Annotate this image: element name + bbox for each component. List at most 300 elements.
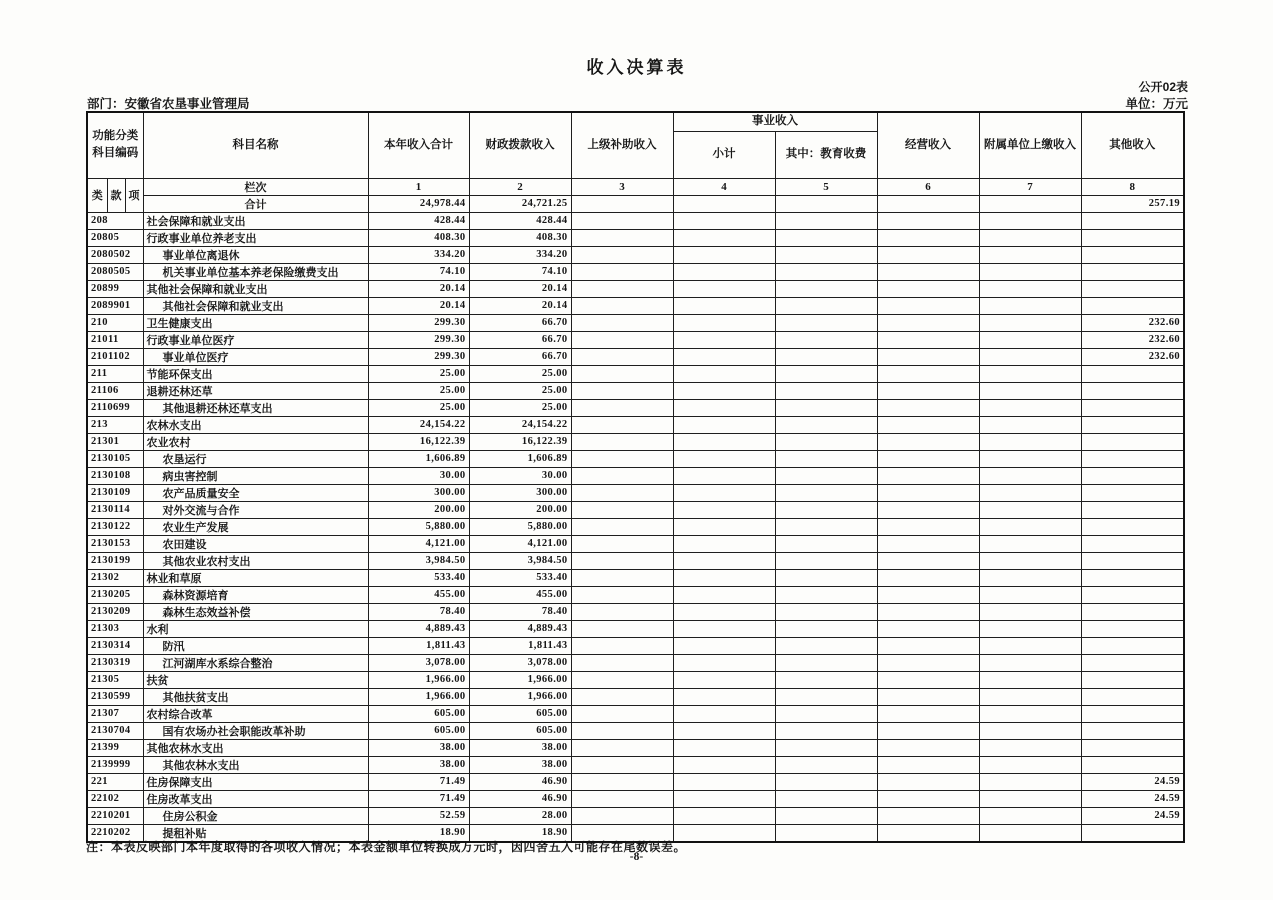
row-value-col7 — [979, 722, 1081, 739]
row-value-col7 — [979, 450, 1081, 467]
row-value-col8 — [1081, 552, 1184, 569]
row-value-col6 — [877, 416, 979, 433]
header-function-code: 功能分类科目编码 — [87, 112, 143, 178]
row-subject-name: 江河湖库水系综合整治 — [143, 654, 368, 671]
row-value-col4 — [673, 688, 775, 705]
row-value-col7 — [979, 399, 1081, 416]
row-value-col6 — [877, 331, 979, 348]
row-subject-name: 农田建设 — [143, 535, 368, 552]
row-value-col3 — [571, 637, 673, 654]
header-affiliated-unit-income: 附属单位上缴收入 — [979, 112, 1081, 178]
table-row — [87, 348, 1184, 365]
row-value-col6 — [877, 280, 979, 297]
row-subject-name: 水利 — [143, 620, 368, 637]
row-value-col3 — [571, 756, 673, 773]
row-value-col8 — [1081, 518, 1184, 535]
row-subject-name: 防汛 — [143, 637, 368, 654]
row-value-col6 — [877, 824, 979, 842]
row-value-col4 — [673, 824, 775, 842]
table-row — [87, 756, 1184, 773]
table-row — [87, 518, 1184, 535]
row-value-col3 — [571, 688, 673, 705]
table-row — [87, 807, 1184, 824]
total-value-col3 — [571, 195, 673, 212]
row-value-col5 — [775, 450, 877, 467]
row-subject-name: 农业农村 — [143, 433, 368, 450]
row-value-col6 — [877, 603, 979, 620]
row-value-col5 — [775, 399, 877, 416]
header-total-income: 本年收入合计 — [368, 112, 469, 178]
row-code: 21399 — [87, 739, 143, 756]
table-row — [87, 246, 1184, 263]
row-value-col3 — [571, 501, 673, 518]
row-value-col7 — [979, 535, 1081, 552]
row-value-col2: 300.00 — [469, 484, 571, 501]
row-value-col7 — [979, 739, 1081, 756]
row-value-col5 — [775, 501, 877, 518]
row-subject-name: 节能环保支出 — [143, 365, 368, 382]
row-subject-name: 其他农林水支出 — [143, 756, 368, 773]
row-value-col7 — [979, 603, 1081, 620]
row-value-col5 — [775, 722, 877, 739]
row-value-col1: 300.00 — [368, 484, 469, 501]
row-value-col1: 3,984.50 — [368, 552, 469, 569]
row-value-col8 — [1081, 229, 1184, 246]
row-code: 21011 — [87, 331, 143, 348]
row-value-col1: 408.30 — [368, 229, 469, 246]
row-value-col3 — [571, 671, 673, 688]
row-value-col5 — [775, 229, 877, 246]
row-value-col8 — [1081, 280, 1184, 297]
row-value-col2: 78.40 — [469, 603, 571, 620]
row-value-col4 — [673, 671, 775, 688]
row-value-col1: 24,154.22 — [368, 416, 469, 433]
row-value-col1: 20.14 — [368, 280, 469, 297]
row-value-col5 — [775, 620, 877, 637]
row-value-col7 — [979, 484, 1081, 501]
row-value-col4 — [673, 314, 775, 331]
row-value-col6 — [877, 654, 979, 671]
row-value-col3 — [571, 654, 673, 671]
row-value-col2: 74.10 — [469, 263, 571, 280]
row-value-col4 — [673, 586, 775, 603]
row-code: 2080502 — [87, 246, 143, 263]
table-row — [87, 603, 1184, 620]
row-value-col6 — [877, 450, 979, 467]
row-value-col1: 1,606.89 — [368, 450, 469, 467]
total-label: 合计 — [143, 195, 368, 212]
column-index-5: 5 — [775, 178, 877, 195]
table-row — [87, 722, 1184, 739]
row-value-col4 — [673, 552, 775, 569]
row-value-col6 — [877, 569, 979, 586]
row-value-col2: 24,154.22 — [469, 416, 571, 433]
row-value-col5 — [775, 552, 877, 569]
row-value-col4 — [673, 722, 775, 739]
row-value-col2: 200.00 — [469, 501, 571, 518]
row-value-col7 — [979, 416, 1081, 433]
row-value-col3 — [571, 467, 673, 484]
table-row — [87, 739, 1184, 756]
row-value-col1: 605.00 — [368, 722, 469, 739]
row-value-col8 — [1081, 688, 1184, 705]
row-code: 22102 — [87, 790, 143, 807]
row-value-col5 — [775, 467, 877, 484]
header-education-fees: 其中：教育收费 — [775, 131, 877, 178]
table-row — [87, 705, 1184, 722]
row-value-col7 — [979, 790, 1081, 807]
row-value-col2: 1,966.00 — [469, 671, 571, 688]
table-row — [87, 790, 1184, 807]
row-value-col1: 533.40 — [368, 569, 469, 586]
row-value-col6 — [877, 586, 979, 603]
row-value-col2: 66.70 — [469, 348, 571, 365]
row-value-col1: 18.90 — [368, 824, 469, 842]
row-value-col1: 1,811.43 — [368, 637, 469, 654]
row-value-col8: 24.59 — [1081, 790, 1184, 807]
row-value-col5 — [775, 263, 877, 280]
row-value-col8 — [1081, 535, 1184, 552]
total-value-col8: 257.19 — [1081, 195, 1184, 212]
row-value-col8 — [1081, 246, 1184, 263]
row-value-col2: 18.90 — [469, 824, 571, 842]
row-value-col3 — [571, 331, 673, 348]
row-value-col5 — [775, 688, 877, 705]
row-subject-name: 社会保障和就业支出 — [143, 212, 368, 229]
row-value-col3 — [571, 314, 673, 331]
row-value-col3 — [571, 586, 673, 603]
column-index-label: 栏次 — [143, 178, 368, 195]
row-value-col4 — [673, 637, 775, 654]
row-subject-name: 农产品质量安全 — [143, 484, 368, 501]
row-code: 208 — [87, 212, 143, 229]
row-subject-name: 病虫害控制 — [143, 467, 368, 484]
row-value-col2: 334.20 — [469, 246, 571, 263]
row-subject-name: 农林水支出 — [143, 416, 368, 433]
row-code: 2110699 — [87, 399, 143, 416]
column-index-1: 1 — [368, 178, 469, 195]
row-value-col6 — [877, 433, 979, 450]
row-value-col1: 1,966.00 — [368, 688, 469, 705]
row-value-col2: 1,966.00 — [469, 688, 571, 705]
row-value-col5 — [775, 535, 877, 552]
row-value-col3 — [571, 416, 673, 433]
row-value-col6 — [877, 229, 979, 246]
header-clause: 款 — [107, 178, 125, 212]
row-value-col8 — [1081, 263, 1184, 280]
row-value-col3 — [571, 552, 673, 569]
row-value-col6 — [877, 773, 979, 790]
row-value-col8 — [1081, 569, 1184, 586]
row-value-col7 — [979, 365, 1081, 382]
column-index-2: 2 — [469, 178, 571, 195]
row-value-col2: 28.00 — [469, 807, 571, 824]
row-value-col2: 4,121.00 — [469, 535, 571, 552]
row-value-col8 — [1081, 705, 1184, 722]
header-other-income: 其他收入 — [1081, 112, 1184, 178]
row-code: 2130199 — [87, 552, 143, 569]
row-code: 2130108 — [87, 467, 143, 484]
row-value-col2: 428.44 — [469, 212, 571, 229]
unit-label: 单位：万元 — [1125, 97, 1188, 111]
row-value-col5 — [775, 807, 877, 824]
row-code: 2130109 — [87, 484, 143, 501]
row-value-col7 — [979, 212, 1081, 229]
table-row — [87, 586, 1184, 603]
row-value-col8 — [1081, 297, 1184, 314]
row-value-col7 — [979, 569, 1081, 586]
row-subject-name: 卫生健康支出 — [143, 314, 368, 331]
row-code: 2130314 — [87, 637, 143, 654]
column-index-4: 4 — [673, 178, 775, 195]
table-row — [87, 535, 1184, 552]
row-value-col1: 3,078.00 — [368, 654, 469, 671]
row-subject-name: 其他农林水支出 — [143, 739, 368, 756]
row-value-col5 — [775, 790, 877, 807]
row-value-col8: 232.60 — [1081, 314, 1184, 331]
row-subject-name: 事业单位离退休 — [143, 246, 368, 263]
row-value-col2: 455.00 — [469, 586, 571, 603]
row-value-col3 — [571, 297, 673, 314]
table-row — [87, 773, 1184, 790]
row-value-col8 — [1081, 739, 1184, 756]
row-value-col3 — [571, 773, 673, 790]
row-code: 21302 — [87, 569, 143, 586]
row-value-col5 — [775, 212, 877, 229]
row-value-col4 — [673, 331, 775, 348]
row-subject-name: 森林生态效益补偿 — [143, 603, 368, 620]
row-value-col1: 30.00 — [368, 467, 469, 484]
row-value-col4 — [673, 654, 775, 671]
row-value-col2: 20.14 — [469, 280, 571, 297]
table-row — [87, 501, 1184, 518]
row-value-col5 — [775, 246, 877, 263]
row-value-col7 — [979, 705, 1081, 722]
row-subject-name: 住房改革支出 — [143, 790, 368, 807]
row-value-col5 — [775, 348, 877, 365]
table-row — [87, 552, 1184, 569]
row-value-col8: 24.59 — [1081, 807, 1184, 824]
row-value-col6 — [877, 314, 979, 331]
row-subject-name: 机关事业单位基本养老保险缴费支出 — [143, 263, 368, 280]
row-subject-name: 林业和草原 — [143, 569, 368, 586]
row-value-col1: 4,121.00 — [368, 535, 469, 552]
row-value-col4 — [673, 518, 775, 535]
row-value-col6 — [877, 484, 979, 501]
row-value-col4 — [673, 603, 775, 620]
row-code: 2130319 — [87, 654, 143, 671]
header-category: 类 — [87, 178, 107, 212]
row-value-col4 — [673, 450, 775, 467]
row-code: 2130153 — [87, 535, 143, 552]
row-value-col2: 16,122.39 — [469, 433, 571, 450]
row-value-col6 — [877, 382, 979, 399]
row-value-col3 — [571, 450, 673, 467]
row-value-col5 — [775, 280, 877, 297]
row-value-col7 — [979, 637, 1081, 654]
row-value-col6 — [877, 807, 979, 824]
row-code: 2130122 — [87, 518, 143, 535]
total-value-col2: 24,721.25 — [469, 195, 571, 212]
row-value-col2: 5,880.00 — [469, 518, 571, 535]
row-value-col1: 605.00 — [368, 705, 469, 722]
row-value-col8: 24.59 — [1081, 773, 1184, 790]
total-value-col7 — [979, 195, 1081, 212]
row-value-col7 — [979, 586, 1081, 603]
row-value-col4 — [673, 620, 775, 637]
row-subject-name: 其他扶贫支出 — [143, 688, 368, 705]
row-value-col2: 20.14 — [469, 297, 571, 314]
row-value-col4 — [673, 433, 775, 450]
row-value-col1: 25.00 — [368, 399, 469, 416]
row-value-col1: 71.49 — [368, 773, 469, 790]
row-code: 21303 — [87, 620, 143, 637]
footnote: 注：本表反映部门本年度取得的各项收入情况；本表金额单位转换成万元时，因四舍五入可能存在尾数误差。 — [86, 840, 687, 854]
row-value-col2: 66.70 — [469, 331, 571, 348]
table-row — [87, 399, 1184, 416]
row-value-col4 — [673, 365, 775, 382]
table-row — [87, 314, 1184, 331]
row-subject-name: 住房公积金 — [143, 807, 368, 824]
row-code: 2210202 — [87, 824, 143, 842]
table-row — [87, 671, 1184, 688]
row-value-col3 — [571, 382, 673, 399]
row-value-col7 — [979, 229, 1081, 246]
row-value-col4 — [673, 297, 775, 314]
table-row — [87, 467, 1184, 484]
column-index-6: 6 — [877, 178, 979, 195]
department-label: 部门：安徽省农垦事业管理局 — [87, 97, 250, 111]
row-value-col6 — [877, 705, 979, 722]
row-value-col2: 25.00 — [469, 399, 571, 416]
table-code-label: 公开02表 — [1138, 80, 1188, 94]
row-value-col7 — [979, 382, 1081, 399]
row-value-col2: 38.00 — [469, 756, 571, 773]
row-value-col6 — [877, 263, 979, 280]
row-value-col5 — [775, 484, 877, 501]
row-code: 21305 — [87, 671, 143, 688]
row-value-col5 — [775, 331, 877, 348]
table-row — [87, 365, 1184, 382]
row-value-col8 — [1081, 824, 1184, 842]
row-value-col5 — [775, 654, 877, 671]
row-value-col3 — [571, 620, 673, 637]
row-value-col8 — [1081, 212, 1184, 229]
row-value-col6 — [877, 688, 979, 705]
row-value-col8 — [1081, 586, 1184, 603]
row-value-col3 — [571, 348, 673, 365]
row-value-col2: 38.00 — [469, 739, 571, 756]
total-value-col5 — [775, 195, 877, 212]
row-value-col5 — [775, 416, 877, 433]
row-code: 211 — [87, 365, 143, 382]
row-code: 20805 — [87, 229, 143, 246]
table-row — [87, 688, 1184, 705]
row-value-col2: 605.00 — [469, 722, 571, 739]
row-value-col7 — [979, 518, 1081, 535]
row-subject-name: 国有农场办社会职能改革补助 — [143, 722, 368, 739]
total-value-col1: 24,978.44 — [368, 195, 469, 212]
column-index-3: 3 — [571, 178, 673, 195]
page-number: -8- — [629, 851, 644, 863]
row-value-col4 — [673, 212, 775, 229]
row-value-col2: 25.00 — [469, 365, 571, 382]
row-value-col6 — [877, 297, 979, 314]
table-row — [87, 331, 1184, 348]
row-value-col1: 16,122.39 — [368, 433, 469, 450]
row-value-col6 — [877, 620, 979, 637]
row-code: 2080505 — [87, 263, 143, 280]
table-row — [87, 569, 1184, 586]
column-index-8: 8 — [1081, 178, 1184, 195]
row-value-col8 — [1081, 620, 1184, 637]
row-value-col8 — [1081, 671, 1184, 688]
row-value-col6 — [877, 365, 979, 382]
row-value-col8 — [1081, 467, 1184, 484]
row-value-col5 — [775, 586, 877, 603]
row-subject-name: 其他退耕还林还草支出 — [143, 399, 368, 416]
row-value-col4 — [673, 416, 775, 433]
row-value-col2: 66.70 — [469, 314, 571, 331]
row-subject-name: 对外交流与合作 — [143, 501, 368, 518]
row-value-col4 — [673, 705, 775, 722]
row-value-col8 — [1081, 722, 1184, 739]
row-value-col7 — [979, 467, 1081, 484]
row-value-col1: 20.14 — [368, 297, 469, 314]
row-value-col4 — [673, 229, 775, 246]
row-value-col1: 299.30 — [368, 348, 469, 365]
row-value-col1: 334.20 — [368, 246, 469, 263]
total-value-col6 — [877, 195, 979, 212]
revenue-table — [86, 111, 1185, 843]
header-superior-subsidy-income: 上级补助收入 — [571, 112, 673, 178]
row-value-col6 — [877, 348, 979, 365]
row-value-col4 — [673, 756, 775, 773]
table-row — [87, 433, 1184, 450]
row-value-col4 — [673, 467, 775, 484]
header-subject-name: 科目名称 — [143, 112, 368, 178]
row-subject-name: 事业单位医疗 — [143, 348, 368, 365]
row-value-col8 — [1081, 382, 1184, 399]
row-value-col8 — [1081, 501, 1184, 518]
row-value-col4 — [673, 263, 775, 280]
row-value-col5 — [775, 637, 877, 654]
row-value-col3 — [571, 790, 673, 807]
row-code: 21307 — [87, 705, 143, 722]
row-value-col3 — [571, 807, 673, 824]
row-subject-name: 住房保障支出 — [143, 773, 368, 790]
row-value-col1: 38.00 — [368, 756, 469, 773]
row-value-col8 — [1081, 756, 1184, 773]
row-value-col6 — [877, 739, 979, 756]
row-value-col8 — [1081, 603, 1184, 620]
row-value-col6 — [877, 722, 979, 739]
row-subject-name: 行政事业单位医疗 — [143, 331, 368, 348]
row-value-col8 — [1081, 637, 1184, 654]
row-value-col7 — [979, 314, 1081, 331]
column-index-row — [87, 178, 1184, 195]
row-value-col3 — [571, 246, 673, 263]
row-value-col3 — [571, 569, 673, 586]
row-subject-name: 扶贫 — [143, 671, 368, 688]
row-value-col3 — [571, 280, 673, 297]
page-title: 收入决算表 — [586, 58, 687, 77]
row-value-col6 — [877, 637, 979, 654]
row-value-col4 — [673, 773, 775, 790]
row-value-col3 — [571, 739, 673, 756]
row-value-col7 — [979, 773, 1081, 790]
row-value-col1: 455.00 — [368, 586, 469, 603]
